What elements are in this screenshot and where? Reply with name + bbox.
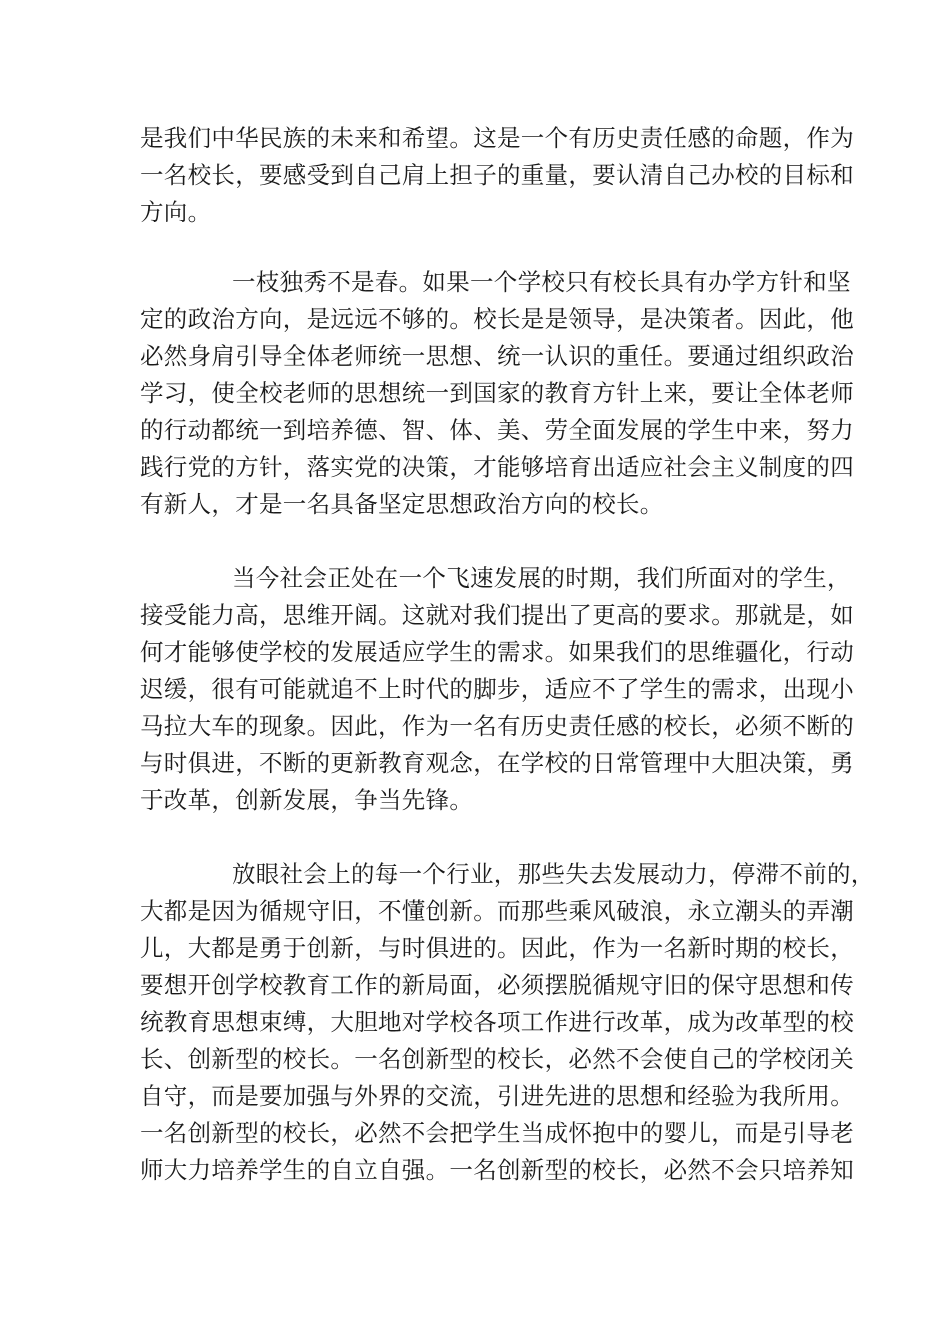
paragraph-line: 马拉大车的现象。因此，作为一名有历史责任感的校长，必须不断的: [140, 712, 854, 740]
paragraph-line: 一名校长，要感受到自己肩上担子的重量，要认清自己办校的目标和: [140, 161, 854, 189]
paragraph-line: 迟缓，很有可能就追不上时代的脚步，适应不了学生的需求，出现小: [140, 675, 854, 703]
paragraph-line: 学习，使全校老师的思想统一到国家的教育方针上来，要让全体老师: [140, 379, 854, 407]
paragraph-line: 于改革，创新发展，争当先锋。: [140, 786, 474, 814]
paragraph-line: 定的政治方向，是远远不够的。校长是是领导，是决策者。因此，他: [140, 305, 854, 333]
paragraph-line: 践行党的方针，落实党的决策，才能够培育出适应社会主义制度的四: [140, 453, 854, 481]
paragraph-line: 一枝独秀不是春。如果一个学校只有校长具有办学方针和坚: [232, 268, 851, 296]
paragraph-3: [140, 560, 854, 819]
paragraph-line: 统教育思想束缚，大胆地对学校各项工作进行改革，成为改革型的校: [140, 1008, 854, 1036]
paragraph-line: 儿，大都是勇于创新，与时俱进的。因此，作为一名新时期的校长，: [140, 934, 854, 962]
paragraph-line: 必然身肩引导全体老师统一思想、统一认识的重任。要通过组织政治: [140, 342, 854, 370]
paragraph-line: 方向。: [140, 198, 212, 226]
paragraph-line: 当今社会正处在一个飞速发展的时期，我们所面对的学生，: [232, 564, 851, 592]
paragraph-line: 有新人，才是一名具备坚定思想政治方向的校长。: [140, 490, 664, 518]
paragraph-4: [140, 856, 875, 1189]
paragraph-line: 大都是因为循规守旧，不懂创新。而那些乘风破浪，永立潮头的弄潮: [140, 897, 854, 925]
paragraph-line: 与时俱进，不断的更新教育观念，在学校的日常管理中大胆决策，勇: [140, 749, 854, 777]
paragraph-line: 自守，而是要加强与外界的交流，引进先进的思想和经验为我所用。: [140, 1082, 854, 1110]
paragraph-line: 是我们中华民族的未来和希望。这是一个有历史责任感的命题，作为: [140, 124, 854, 152]
paragraph-line: 要想开创学校教育工作的新局面，必须摆脱循规守旧的保守思想和传: [140, 971, 854, 999]
paragraph-line: 放眼社会上的每一个行业，那些失去发展动力，停滞不前的，: [232, 860, 875, 888]
paragraph-1: [140, 120, 854, 231]
paragraph-line: 长、创新型的校长。一名创新型的校长，必然不会使自己的学校闭关: [140, 1045, 854, 1073]
paragraph-2: [140, 264, 854, 523]
paragraph-line: 一名创新型的校长，必然不会把学生当成怀抱中的婴儿，而是引导老: [140, 1119, 854, 1147]
paragraph-line: 何才能够使学校的发展适应学生的需求。如果我们的思维疆化，行动: [140, 638, 854, 666]
paragraph-line: 接受能力高，思维开阔。这就对我们提出了更高的要求。那就是，如: [140, 601, 854, 629]
paragraph-line: 的行动都统一到培养德、智、体、美、劳全面发展的学生中来，努力: [140, 416, 854, 444]
paragraph-line: 师大力培养学生的自立自强。一名创新型的校长，必然不会只培养知: [140, 1156, 854, 1184]
